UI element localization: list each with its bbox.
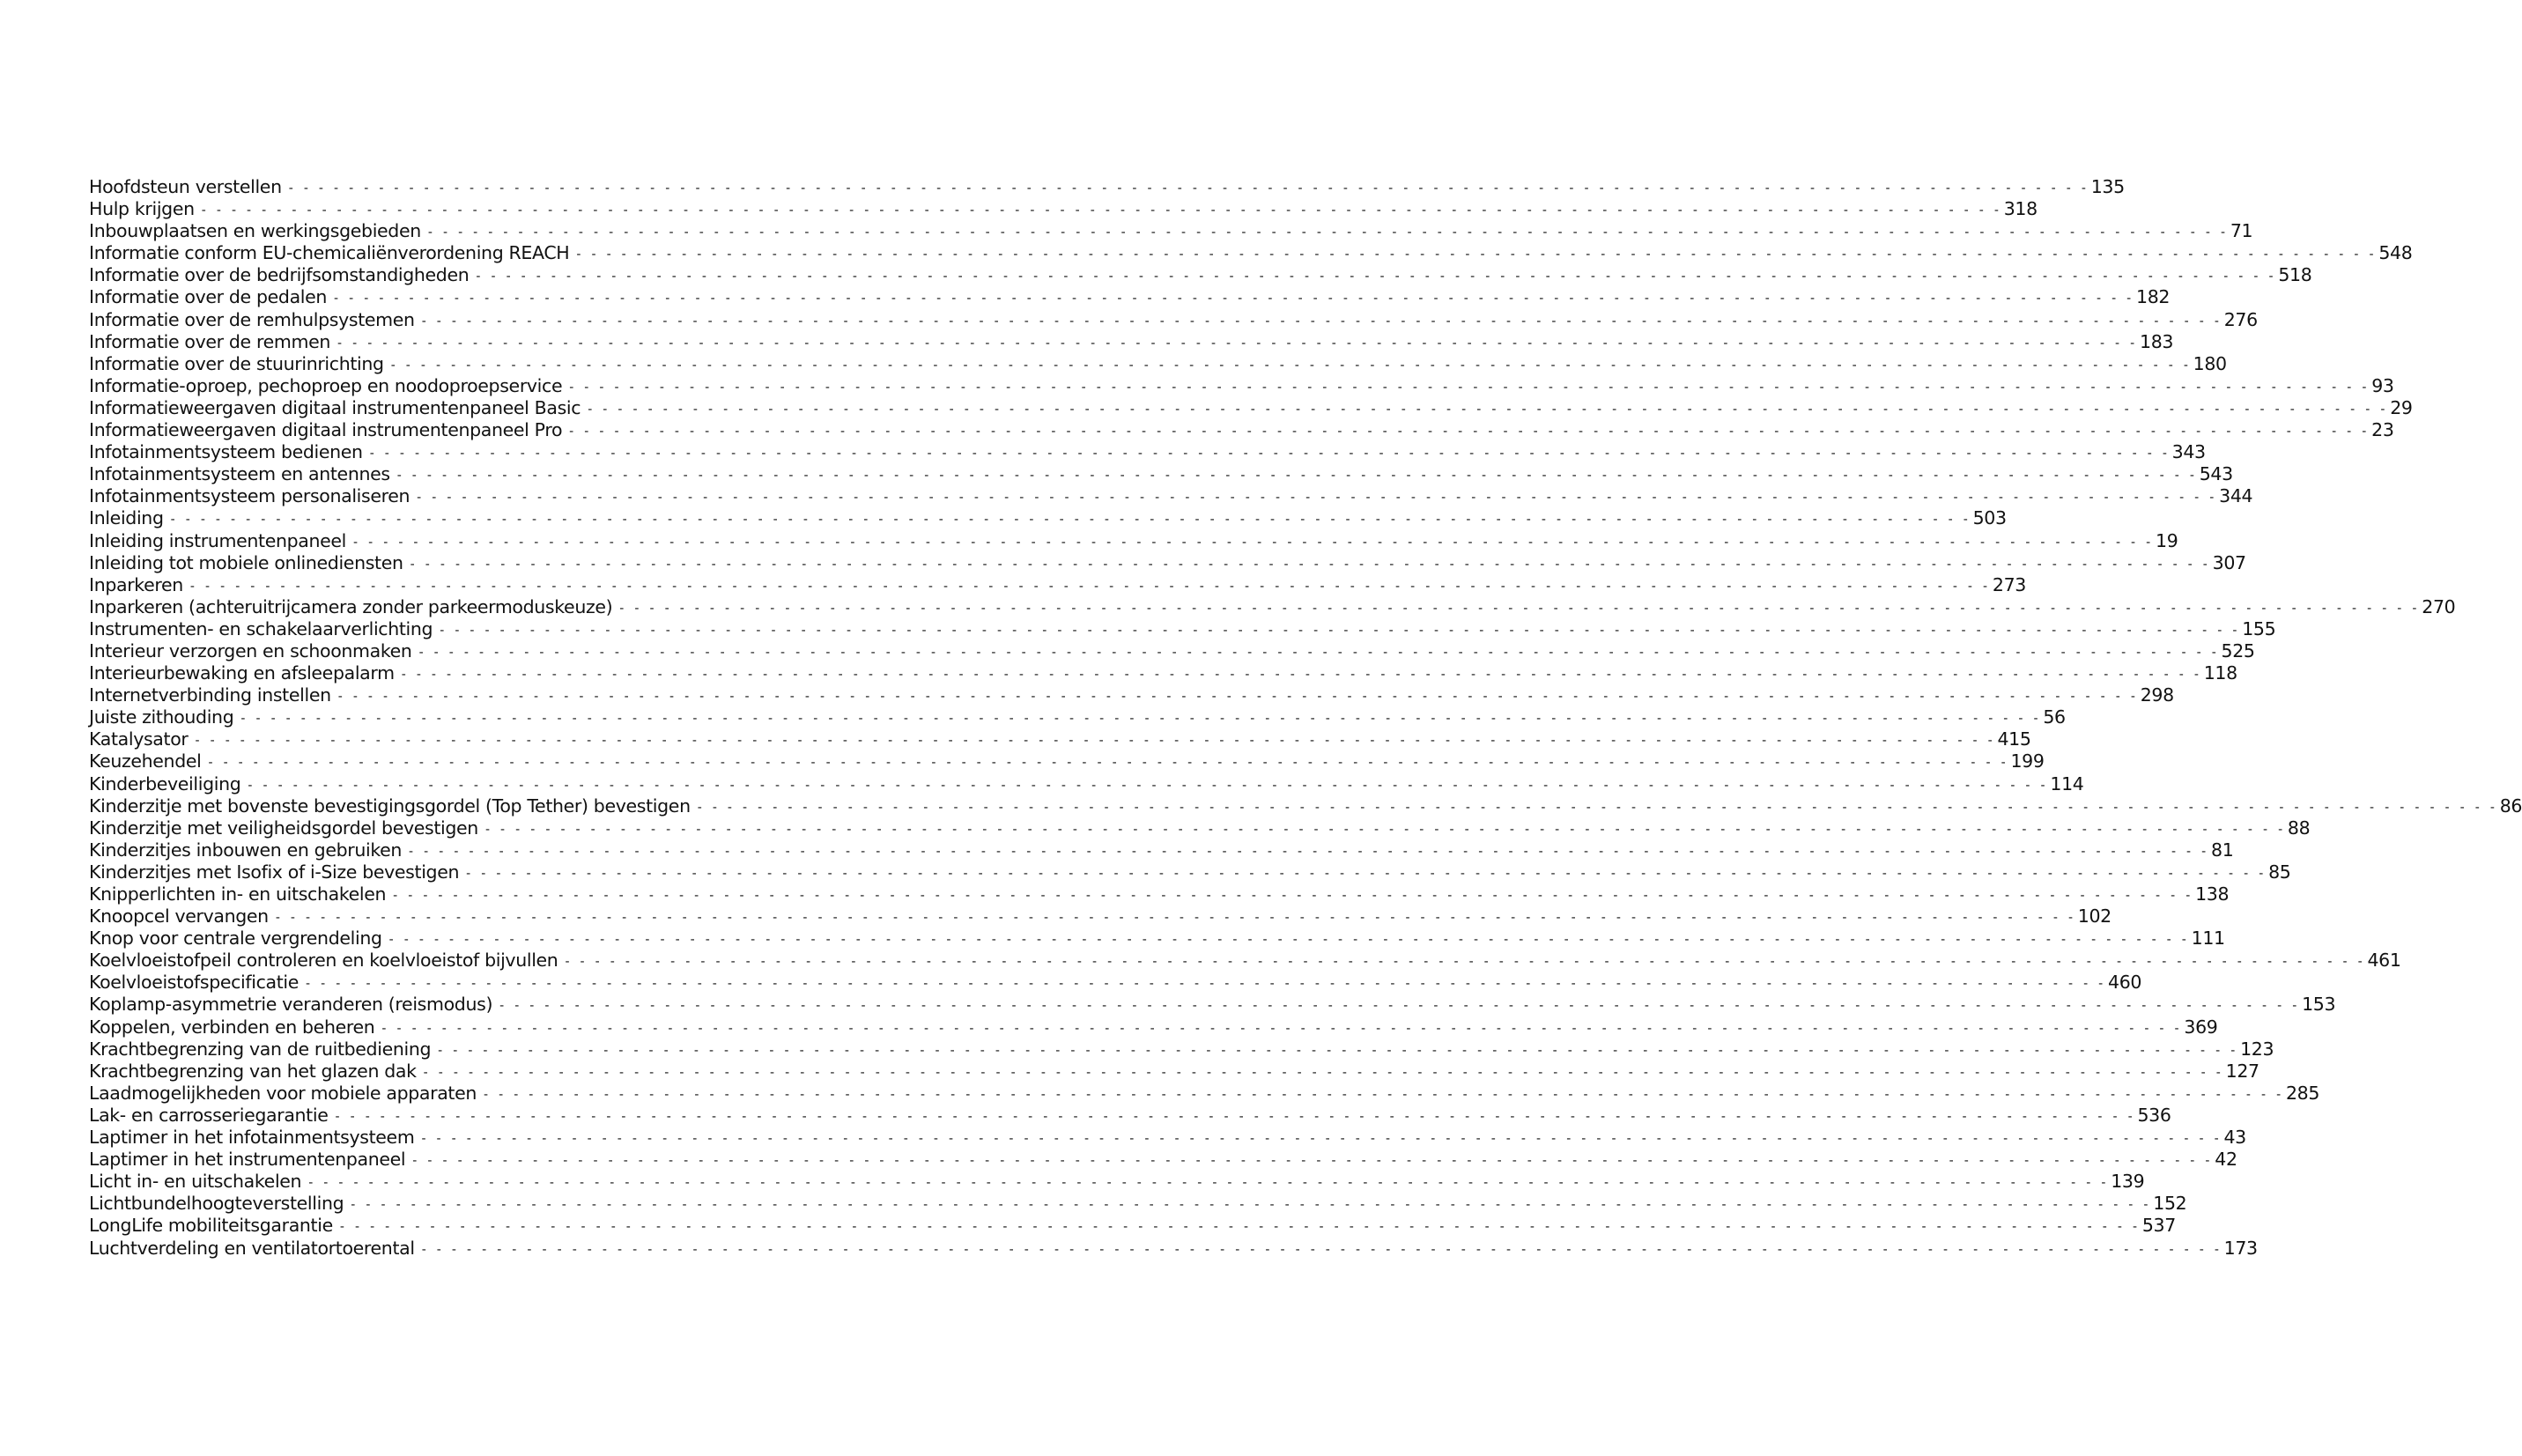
index-entry (89, 220, 2253, 242)
index-entry-label: Kinderzitje met veiligheidsgordel bevestigen (89, 817, 478, 839)
index-entry (89, 1237, 2258, 1260)
index-entry (89, 485, 2253, 507)
index-entry-page-number: 180 (2193, 352, 2227, 374)
index-entry-label: Inbouwplaatsen en werkingsgebieden (89, 220, 421, 242)
index-entry-label: Knop voor centrale vergrendeling (89, 928, 382, 950)
index-entry-label: Koplamp-asymmetrie veranderen (reismodus) (89, 994, 493, 1016)
index-entry-label: Infotainmentsysteem en antennes (89, 463, 390, 485)
dot-leader: - - - - - - - - - - - - - - - - - - - - - - - - - - - - - - - - - - - - - - - - - - - - - - - - - - - - - - - - - - - - - - - - - - - - - - - - - - - - - - - - - - - - - - - - - - - - - - - - - - - - - - - - - - - - - - - - - - - - - - - - (697, 800, 2498, 815)
index-entry-label: Laadmogelijkheden voor mobiele apparaten (89, 1082, 477, 1104)
dot-leader: - - - - - - - - - - - - - - - - - - - - - - - - - - - - - - - - - - - - - - - - - - - - - - - - - - - - - - - - - - - - - - - - - - - - - - - - - - - - - - - - - - - - - - - - - - - - - - - - - - - - - - - - - - - - - - - - - - - - - - - - (484, 822, 2286, 837)
index-entry (89, 198, 2038, 220)
dot-leader: - - - - - - - - - - - - - - - - - - - - - - - - - - - - - - - - - - - - - - - - - - - - - - - - - - - - - - - - - - - - - - - - - - - - - - - - - - - - - - - - - - - - - - - - - - - - - - - - - - - - - - - - - - - - - - - - - - - - - - - - (170, 513, 1971, 528)
index-entry-page-number: 155 (2242, 617, 2276, 639)
index-entry-page-number: 86 (2499, 795, 2522, 817)
index-entry-label: Kinderzitjes met Isofix of i-Size bevestigen (89, 861, 460, 883)
index-entry-page-number: 183 (2140, 330, 2174, 352)
index-entry (89, 1104, 2171, 1127)
index-entry-page-number: 42 (2215, 1149, 2237, 1171)
dot-leader: - - - - - - - - - - - - - - - - - - - - - - - - - - - - - - - - - - - - - - - - - - - - - - - - - - - - - - - - - - - - - - - - - - - - - - - - - - - - - - - - - - - - - - - - - - - - - - - - - - - - - - - - - - - - - - - - - - - - - - - - (438, 1043, 2239, 1058)
index-entry-label: Lichtbundelhoogteverstelling (89, 1193, 344, 1215)
index-entry-page-number: 43 (2223, 1127, 2246, 1149)
dot-leader: - - - - - - - - - - - - - - - - - - - - - - - - - - - - - - - - - - - - - - - - - - - - - - - - - - - - - - - - - - - - - - - - - - - - - - - - - - - - - - - - - - - - - - - - - - - - - - - - - - - - - - - - - - - - - - - - - - - - - - - - (306, 977, 2107, 992)
index-entry (89, 861, 2291, 883)
dot-leader: - - - - - - - - - - - - - - - - - - - - - - - - - - - - - - - - - - - - - - - - - - - - - - - - - - - - - - - - - - - - - - - - - - - - - - - - - - - - - - - - - - - - - - - - - - - - - - - - - - - - - - - - - - - - - - - - - - - - - - - - (334, 292, 2135, 307)
dot-leader: - - - - - - - - - - - - - - - - - - - - - - - - - - - - - - - - - - - - - - - - - - - - - - - - - - - - - - - - - - - - - - - - - - - - - - - - - - - - - - - - - - - - - - - - - - - - - - - - - - - - - - - - - - - - - - - - - - - - - - - - (576, 248, 2378, 262)
index-entry (89, 1171, 2145, 1193)
dot-leader: - - - - - - - - - - - - - - - - - - - - - - - - - - - - - - - - - - - - - - - - - - - - - - - - - - - - - - - - - - - - - - - - - - - - - - - - - - - - - - - - - - - - - - - - - - - - - - - - - - - - - - - - - - - - - - - - - - - - - - - - (208, 756, 2009, 771)
dot-leader: - - - - - - - - - - - - - - - - - - - - - - - - - - - - - - - - - - - - - - - - - - - - - - - - - - - - - - - - - - - - - - - - - - - - - - - - - - - - - - - - - - - - - - - - - - - - - - - - - - - - - - - - - - - - - - - - - - - - - - - - (421, 314, 2222, 329)
index-entry-label: Informatie over de remhulpsystemen (89, 308, 415, 330)
index-entry (89, 928, 2225, 950)
index-entry-page-number: 503 (1972, 507, 2007, 529)
index-entry (89, 639, 2255, 662)
index-entry-label: Luchtverdeling en ventilatortoerental (89, 1237, 415, 1259)
index-entry-label: Inleiding (89, 507, 164, 529)
index-entry-label: Interieur verzorgen en schoonmaken (89, 639, 412, 661)
index-entry-label: Laptimer in het infotainmentsysteem (89, 1127, 415, 1149)
dot-leader: - - - - - - - - - - - - - - - - - - - - - - - - - - - - - - - - - - - - - - - - - - - - - - - - - - - - - - - - - - - - - - - - - - - - - - - - - - - - - - - - - - - - - - - - - - - - - - - - - - - - - - - - - - - - - - - - - - - - - - - - (412, 1154, 2214, 1169)
index-entry (89, 551, 2246, 574)
index-entry (89, 662, 2237, 684)
index-entry (89, 308, 2258, 331)
index-entry-label: Informatie over de stuurinrichting (89, 352, 384, 374)
index-entry-page-number: 276 (2223, 308, 2258, 330)
index-entry-page-number: 343 (2171, 441, 2206, 463)
index-entry (89, 1060, 2259, 1083)
index-entry (89, 176, 2125, 198)
index-entry (89, 839, 2234, 861)
dot-leader: - - - - - - - - - - - - - - - - - - - - - - - - - - - - - - - - - - - - - - - - - - - - - - - - - - - - - - - - - - - - - - - - - - - - - - - - - - - - - - - - - - - - - - - - - - - - - - - - - - - - - - - - - - - - - - - - - - - - - - - - (275, 911, 2076, 926)
dot-leader: - - - - - - - - - - - - - - - - - - - - - - - - - - - - - - - - - - - - - - - - - - - - - - - - - - - - - - - - - - - - - - - - - - - - - - - - - - - - - - - - - - - - - - - - - - - - - - - - - - - - - - - - - - - - - - - - - - - - - - - - (337, 336, 2139, 351)
index-entry-label: Informatieweergaven digitaal instrumentenpaneel Pro (89, 419, 563, 441)
index-entry-page-number: 153 (2302, 994, 2336, 1016)
index-entry (89, 684, 2174, 706)
dot-leader: - - - - - - - - - - - - - - - - - - - - - - - - - - - - - - - - - - - - - - - - - - - - - - - - - - - - - - - - - - - - - - - - - - - - - - - - - - - - - - - - - - - - - - - - - - - - - - - - - - - - - - - - - - - - - - - - - - - - - - - - (417, 491, 2218, 506)
index-entry (89, 286, 2171, 308)
index-entry (89, 264, 2312, 286)
index-entry (89, 972, 2142, 994)
index-entry-page-number: 139 (2111, 1171, 2145, 1193)
index-entry (89, 242, 2413, 264)
dot-leader: - - - - - - - - - - - - - - - - - - - - - - - - - - - - - - - - - - - - - - - - - - - - - - - - - - - - - - - - - - - - - - - - - - - - - - - - - - - - - - - - - - - - - - - - - - - - - - - - - - - - - - - - - - - - - - - - - - - - - - - - (288, 181, 2089, 196)
index-entry-label: Laptimer in het instrumentenpaneel (89, 1149, 406, 1171)
index-entry (89, 795, 2522, 817)
dot-leader: - - - - - - - - - - - - - - - - - - - - - - - - - - - - - - - - - - - - - - - - - - - - - - - - - - - - - - - - - - - - - - - - - - - - - - - - - - - - - - - - - - - - - - - - - - - - - - - - - - - - - - - - - - - - - - - - - - - - - - - - (339, 1220, 2141, 1235)
index-entry-page-number: 114 (2050, 772, 2084, 795)
index-entry-page-number: 152 (2153, 1193, 2187, 1215)
dot-leader: - - - - - - - - - - - - - - - - - - - - - - - - - - - - - - - - - - - - - - - - - - - - - - - - - - - - - - - - - - - - - - - - - - - - - - - - - - - - - - - - - - - - - - - - - - - - - - - - - - - - - - - - - - - - - - - - - - - - - - - - (421, 1132, 2222, 1147)
dot-leader: - - - - - - - - - - - - - - - - - - - - - - - - - - - - - - - - - - - - - - - - - - - - - - - - - - - - - - - - - - - - - - - - - - - - - - - - - - - - - - - - - - - - - - - - - - - - - - - - - - - - - - - - - - - - - - - - - - - - - - - - (418, 645, 2220, 660)
index-entry-page-number: 93 (2371, 374, 2394, 396)
index-entry-label: Lak- en carrosseriegarantie (89, 1104, 329, 1126)
dot-leader: - - - - - - - - - - - - - - - - - - - - - - - - - - - - - - - - - - - - - - - - - - - - - - - - - - - - - - - - - - - - - - - - - - - - - - - - - - - - - - - - - - - - - - - - - - - - - - - - - - - - - - - - - - - - - - - - - - - - - - - - (476, 270, 2277, 285)
dot-leader: - - - - - - - - - - - - - - - - - - - - - - - - - - - - - - - - - - - - - - - - - - - - - - - - - - - - - - - - - - - - - - - - - - - - - - - - - - - - - - - - - - - - - - - - - - - - - - - - - - - - - - - - - - - - - - - - - - - - - - - - (335, 1109, 2136, 1124)
dot-leader: - - - - - - - - - - - - - - - - - - - - - - - - - - - - - - - - - - - - - - - - - - - - - - - - - - - - - - - - - - - - - - - - - - - - - - - - - - - - - - - - - - - - - - - - - - - - - - - - - - - - - - - - - - - - - - - - - - - - - - - - (388, 933, 2190, 948)
index-entry-page-number: 81 (2211, 839, 2234, 861)
index-entry-label: Knipperlichten in- en uitschakelen (89, 883, 387, 905)
index-entry (89, 772, 2084, 795)
index-entry (89, 994, 2336, 1016)
index-entry-label: LongLife mobiliteitsgarantie (89, 1215, 333, 1237)
index-entry-page-number: 525 (2221, 639, 2255, 661)
index-entry-page-number: 543 (2199, 463, 2233, 485)
index-entry (89, 817, 2311, 839)
dot-leader: - - - - - - - - - - - - - - - - - - - - - - - - - - - - - - - - - - - - - - - - - - - - - - - - - - - - - - - - - - - - - - - - - - - - - - - - - - - - - - - - - - - - - - - - - - - - - - - - - - - - - - - - - - - - - - - - - - - - - - - - (189, 579, 1991, 594)
index-entry-page-number: 56 (2043, 706, 2066, 728)
index-entry (89, 441, 2206, 463)
index-entry-label: Interieurbewaking en afsleepalarm (89, 662, 395, 684)
dot-leader: - - - - - - - - - - - - - - - - - - - - - - - - - - - - - - - - - - - - - - - - - - - - - - - - - - - - - - - - - - - - - - - - - - - - - - - - - - - - - - - - - - - - - - - - - - - - - - - - - - - - - - - - - - - - - - - - - - - - - - - - (396, 469, 2198, 484)
index-entry-page-number: 123 (2240, 1038, 2274, 1060)
index-entry (89, 1215, 2176, 1237)
dot-leader: - - - - - - - - - - - - - - - - - - - - - - - - - - - - - - - - - - - - - - - - - - - - - - - - - - - - - - - - - - - - - - - - - - - - - - - - - - - - - - - - - - - - - - - - - - - - - - - - - - - - - - - - - - - - - - - - - - - - - - - - (466, 866, 2267, 881)
index-entry-label: Kinderbeveiliging (89, 772, 241, 795)
index-entry-label: Licht in- en uitschakelen (89, 1171, 302, 1193)
dot-leader: - - - - - - - - - - - - - - - - - - - - - - - - - - - - - - - - - - - - - - - - - - - - - - - - - - - - - - - - - - - - - - - - - - - - - - - - - - - - - - - - - - - - - - - - - - - - - - - - - - - - - - - - - - - - - - - - - - - - - - - - (440, 623, 2241, 638)
dot-leader: - - - - - - - - - - - - - - - - - - - - - - - - - - - - - - - - - - - - - - - - - - - - - - - - - - - - - - - - - - - - - - - - - - - - - - - - - - - - - - - - - - - - - - - - - - - - - - - - - - - - - - - - - - - - - - - - - - - - - - - - (410, 557, 2211, 572)
dot-leader: - - - - - - - - - - - - - - - - - - - - - - - - - - - - - - - - - - - - - - - - - - - - - - - - - - - - - - - - - - - - - - - - - - - - - - - - - - - - - - - - - - - - - - - - - - - - - - - - - - - - - - - - - - - - - - - - - - - - - - - - (369, 447, 2171, 462)
index-entry-page-number: 29 (2390, 396, 2413, 418)
index-entry (89, 706, 2066, 728)
index-entry (89, 617, 2276, 640)
index-entry-page-number: 285 (2285, 1082, 2320, 1104)
dot-leader: - - - - - - - - - - - - - - - - - - - - - - - - - - - - - - - - - - - - - - - - - - - - - - - - - - - - - - - - - - - - - - - - - - - - - - - - - - - - - - - - - - - - - - - - - - - - - - - - - - - - - - - - - - - - - - - - - - - - - - - - (409, 844, 2210, 859)
index-entry-page-number: 461 (2367, 950, 2401, 972)
dot-leader: - - - - - - - - - - - - - - - - - - - - - - - - - - - - - - - - - - - - - - - - - - - - - - - - - - - - - - - - - - - - - - - - - - - - - - - - - - - - - - - - - - - - - - - - - - - - - - - - - - - - - - - - - - - - - - - - - - - - - - - - (565, 955, 2366, 970)
index-entry-label: Hulp krijgen (89, 198, 195, 220)
dot-leader: - - - - - - - - - - - - - - - - - - - - - - - - - - - - - - - - - - - - - - - - - - - - - - - - - - - - - - - - - - - - - - - - - - - - - - - - - - - - - - - - - - - - - - - - - - - - - - - - - - - - - - - - - - - - - - - - - - - - - - - - (248, 778, 2049, 793)
index-entry-page-number: 19 (2156, 529, 2178, 551)
index-entry-page-number: 127 (2225, 1060, 2259, 1082)
index-entry-page-number: 85 (2268, 861, 2291, 883)
index-entry-label: Koelvloeistofspecificatie (89, 972, 300, 994)
index-entry (89, 352, 2227, 375)
index-entry-page-number: 118 (2203, 662, 2237, 684)
index-entry-label: Informatie over de pedalen (89, 286, 328, 308)
index-entry-page-number: 415 (1997, 728, 2031, 750)
index-entry-page-number: 548 (2378, 242, 2413, 264)
dot-leader: - - - - - - - - - - - - - - - - - - - - - - - - - - - - - - - - - - - - - - - - - - - - - - - - - - - - - - - - - - - - - - - - - - - - - - - - - - - - - - - - - - - - - - - - - - - - - - - - - - - - - - - - - - - - - - - - - - - - - - - - (569, 425, 2370, 440)
index-entry-label: Hoofdsteun verstellen (89, 176, 282, 197)
index-entry (89, 463, 2233, 485)
index-entry (89, 1038, 2274, 1061)
dot-leader: - - - - - - - - - - - - - - - - - - - - - - - - - - - - - - - - - - - - - - - - - - - - - - - - - - - - - - - - - - - - - - - - - - - - - - - - - - - - - - - - - - - - - - - - - - - - - - - - - - - - - - - - - - - - - - - - - - - - - - - - (401, 668, 2202, 683)
index-entry-page-number: 460 (2108, 972, 2142, 994)
index-entry-label: Krachtbegrenzing van de ruitbediening (89, 1038, 432, 1060)
dot-leader: - - - - - - - - - - - - - - - - - - - - - - - - - - - - - - - - - - - - - - - - - - - - - - - - - - - - - - - - - - - - - - - - - - - - - - - - - - - - - - - - - - - - - - - - - - - - - - - - - - - - - - - - - - - - - - - - - - - - - - - - (240, 712, 2042, 727)
index-entry (89, 419, 2394, 441)
index-entry-label: Juiste zithouding (89, 706, 234, 728)
index-entry (89, 1082, 2320, 1105)
index-entry-page-number: 273 (1992, 573, 2026, 595)
index-entry (89, 950, 2401, 972)
index-entry (89, 750, 2045, 772)
index-entry-page-number: 135 (2090, 176, 2125, 197)
index-entry (89, 883, 2230, 905)
dot-leader: - - - - - - - - - - - - - - - - - - - - - - - - - - - - - - - - - - - - - - - - - - - - - - - - - - - - - - - - - - - - - - - - - - - - - - - - - - - - - - - - - - - - - - - - - - - - - - - - - - - - - - - - - - - - - - - - - - - - - - - - (381, 1021, 2183, 1036)
dot-leader: - - - - - - - - - - - - - - - - - - - - - - - - - - - - - - - - - - - - - - - - - - - - - - - - - - - - - - - - - - - - - - - - - - - - - - - - - - - - - - - - - - - - - - - - - - - - - - - - - - - - - - - - - - - - - - - - - - - - - - - - (427, 225, 2229, 240)
dot-leader: - - - - - - - - - - - - - - - - - - - - - - - - - - - - - - - - - - - - - - - - - - - - - - - - - - - - - - - - - - - - - - - - - - - - - - - - - - - - - - - - - - - - - - - - - - - - - - - - - - - - - - - - - - - - - - - - - - - - - - - - (308, 1176, 2110, 1191)
index-entry (89, 595, 2456, 618)
index-entry-label: Koelvloeistofpeil controleren en koelvloeistof bijvullen (89, 950, 558, 972)
index-list (89, 176, 2522, 1260)
index-entry-label: Koppelen, verbinden en beheren (89, 1016, 375, 1038)
index-entry (89, 905, 2112, 928)
index-entry-page-number: 102 (2077, 905, 2112, 928)
index-entry-page-number: 536 (2137, 1104, 2171, 1126)
index-entry (89, 529, 2178, 552)
index-entry-page-number: 537 (2141, 1215, 2176, 1237)
index-entry-label: Keuzehendel (89, 750, 202, 772)
index-entry (89, 573, 2026, 596)
index-entry (89, 374, 2394, 397)
index-entry-page-number: 23 (2371, 419, 2394, 441)
index-entry-label: Informatie-oproep, pechoproep en noodoproepservice (89, 374, 563, 396)
index-entry-label: Inleiding tot mobiele onlinediensten (89, 551, 403, 573)
index-entry-page-number: 318 (2003, 198, 2038, 220)
index-entry (89, 330, 2174, 353)
index-entry-page-number: 518 (2278, 264, 2312, 286)
index-entry-page-number: 344 (2219, 485, 2253, 507)
dot-leader: - - - - - - - - - - - - - - - - - - - - - - - - - - - - - - - - - - - - - - - - - - - - - - - - - - - - - - - - - - - - - - - - - - - - - - - - - - - - - - - - - - - - - - - - - - - - - - - - - - - - - - - - - - - - - - - - - - - - - - - - (423, 1065, 2224, 1080)
index-entry-label: Katalysator (89, 728, 189, 750)
index-entry-label: Informatie conform EU-chemicaliënverordening REACH (89, 242, 570, 264)
dot-leader: - - - - - - - - - - - - - - - - - - - - - - - - - - - - - - - - - - - - - - - - - - - - - - - - - - - - - - - - - - - - - - - - - - - - - - - - - - - - - - - - - - - - - - - - - - - - - - - - - - - - - - - - - - - - - - - - - - - - - - - - (195, 734, 1996, 749)
index-entry-label: Infotainmentsysteem bedienen (89, 441, 363, 463)
dot-leader: - - - - - - - - - - - - - - - - - - - - - - - - - - - - - - - - - - - - - - - - - - - - - - - - - - - - - - - - - - - - - - - - - - - - - - - - - - - - - - - - - - - - - - - - - - - - - - - - - - - - - - - - - - - - - - - - - - - - - - - - (588, 402, 2389, 417)
index-entry-label: Informatie over de remmen (89, 330, 331, 352)
index-entry-label: Instrumenten- en schakelaarverlichting (89, 617, 433, 639)
index-entry-label: Inparkeren (achteruitrijcamera zonder parkeermoduskeuze) (89, 595, 613, 617)
index-entry-label: Internetverbinding instellen (89, 684, 331, 706)
index-entry-label: Inleiding instrumentenpaneel (89, 529, 347, 551)
index-entry-label: Informatieweergaven digitaal instrumentenpaneel Basic (89, 396, 581, 418)
index-entry-page-number: 71 (2230, 220, 2253, 242)
dot-leader: - - - - - - - - - - - - - - - - - - - - - - - - - - - - - - - - - - - - - - - - - - - - - - - - - - - - - - - - - - - - - - - - - - - - - - - - - - - - - - - - - - - - - - - - - - - - - - - - - - - - - - - - - - - - - - - - - - - - - - - - (337, 690, 2139, 705)
index-entry-label: Krachtbegrenzing van het glazen dak (89, 1060, 417, 1082)
index-entry-page-number: 307 (2212, 551, 2246, 573)
index-entry-page-number: 173 (2223, 1237, 2258, 1259)
dot-leader: - - - - - - - - - - - - - - - - - - - - - - - - - - - - - - - - - - - - - - - - - - - - - - - - - - - - - - - - - - - - - - - - - - - - - - - - - - - - - - - - - - - - - - - - - - - - - - - - - - - - - - - - - - - - - - - - - - - - - - - - (484, 1087, 2284, 1102)
index-entry-page-number: 298 (2140, 684, 2174, 706)
dot-leader: - - - - - - - - - - - - - - - - - - - - - - - - - - - - - - - - - - - - - - - - - - - - - - - - - - - - - - - - - - - - - - - - - - - - - - - - - - - - - - - - - - - - - - - - - - - - - - - - - - - - - - - - - - - - - - - - - - - - - - - - (421, 1242, 2222, 1257)
index-entry-label: Informatie over de bedrijfsomstandigheden (89, 264, 470, 286)
index-entry-page-number: 88 (2287, 817, 2311, 839)
index-entry (89, 1193, 2187, 1215)
index-entry-page-number: 369 (2184, 1016, 2218, 1038)
index-entry (89, 507, 2007, 529)
index-entry (89, 1149, 2237, 1171)
index-entry (89, 396, 2413, 419)
dot-leader: - - - - - - - - - - - - - - - - - - - - - - - - - - - - - - - - - - - - - - - - - - - - - - - - - - - - - - - - - - - - - - - - - - - - - - - - - - - - - - - - - - - - - - - - - - - - - - - - - - - - - - - - - - - - - - - - - - - - - - - - (393, 889, 2194, 903)
index-entry-page-number: 270 (2422, 595, 2456, 617)
index-entry-label: Infotainmentsysteem personaliseren (89, 485, 410, 507)
dot-leader: - - - - - - - - - - - - - - - - - - - - - - - - - - - - - - - - - - - - - - - - - - - - - - - - - - - - - - - - - - - - - - - - - - - - - - - - - - - - - - - - - - - - - - - - - - - - - - - - - - - - - - - - - - - - - - - - - - - - - - - - (619, 601, 2421, 616)
index-entry-page-number: 199 (2010, 750, 2045, 772)
index-entry-label: Kinderzitje met bovenste bevestigingsgordel (Top Tether) bevestigen (89, 795, 691, 817)
dot-leader: - - - - - - - - - - - - - - - - - - - - - - - - - - - - - - - - - - - - - - - - - - - - - - - - - - - - - - - - - - - - - - - - - - - - - - - - - - - - - - - - - - - - - - - - - - - - - - - - - - - - - - - - - - - - - - - - - - - - - - - - (351, 1198, 2152, 1213)
index-entry-page-number: 182 (2136, 286, 2171, 308)
index-entry (89, 1016, 2218, 1038)
index-entry-page-number: 111 (2191, 928, 2225, 950)
dot-leader: - - - - - - - - - - - - - - - - - - - - - - - - - - - - - - - - - - - - - - - - - - - - - - - - - - - - - - - - - - - - - - - - - - - - - - - - - - - - - - - - - - - - - - - - - - - - - - - - - - - - - - - - - - - - - - - - - - - - - - - - (390, 358, 2192, 373)
index-entry-page-number: 138 (2195, 883, 2230, 905)
dot-leader: - - - - - - - - - - - - - - - - - - - - - - - - - - - - - - - - - - - - - - - - - - - - - - - - - - - - - - - - - - - - - - - - - - - - - - - - - - - - - - - - - - - - - - - - - - - - - - - - - - - - - - - - - - - - - - - - - - - - - - - - (569, 380, 2370, 395)
index-entry (89, 728, 2031, 750)
index-entry-label: Inparkeren (89, 573, 183, 595)
dot-leader: - - - - - - - - - - - - - - - - - - - - - - - - - - - - - - - - - - - - - - - - - - - - - - - - - - - - - - - - - - - - - - - - - - - - - - - - - - - - - - - - - - - - - - - - - - - - - - - - - - - - - - - - - - - - - - - - - - - - - - - - (201, 203, 2002, 218)
dot-leader: - - - - - - - - - - - - - - - - - - - - - - - - - - - - - - - - - - - - - - - - - - - - - - - - - - - - - - - - - - - - - - - - - - - - - - - - - - - - - - - - - - - - - - - - - - - - - - - - - - - - - - - - - - - - - - - - - - - - - - - - (499, 999, 2301, 1014)
index-entry-label: Kinderzitjes inbouwen en gebruiken (89, 839, 403, 861)
dot-leader: - - - - - - - - - - - - - - - - - - - - - - - - - - - - - - - - - - - - - - - - - - - - - - - - - - - - - - - - - - - - - - - - - - - - - - - - - - - - - - - - - - - - - - - - - - - - - - - - - - - - - - - - - - - - - - - - - - - - - - - - (353, 535, 2154, 550)
index-entry (89, 1127, 2246, 1149)
index-entry-label: Knoopcel vervangen (89, 905, 269, 928)
